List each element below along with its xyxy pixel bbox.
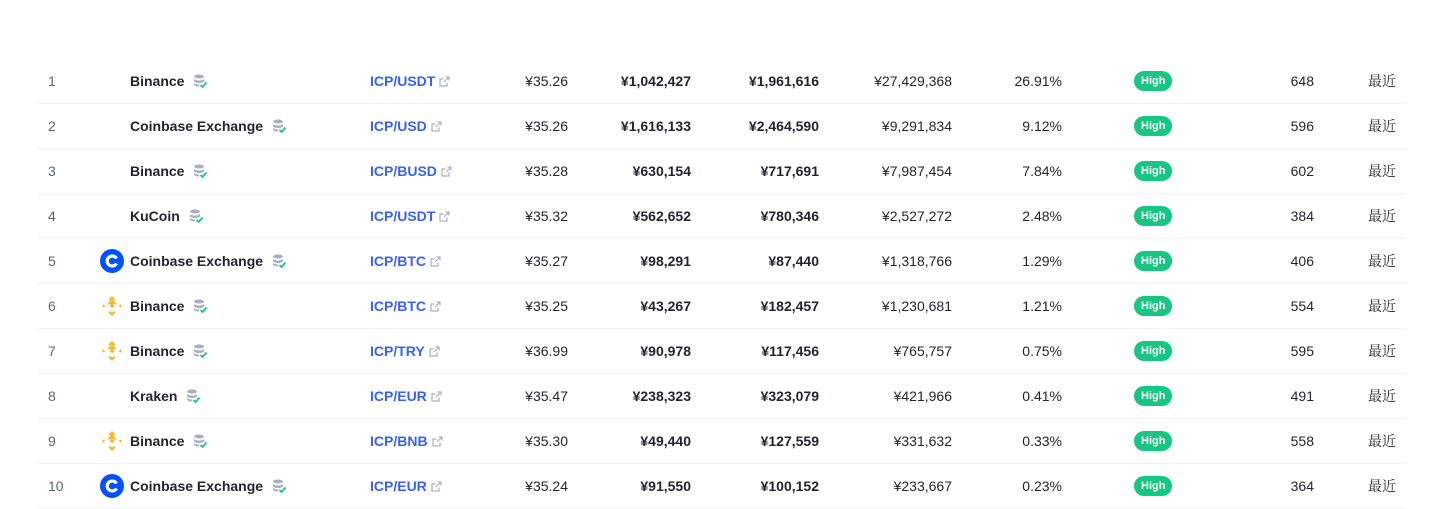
external-link-icon <box>431 121 442 132</box>
depth-minus-2: ¥87,440 <box>768 253 819 269</box>
updated: 最近 <box>1368 73 1396 89</box>
verified-database-icon <box>188 208 204 224</box>
updated: 最近 <box>1368 163 1396 179</box>
exchange-label: Coinbase Exchange <box>130 118 264 134</box>
verified-database-icon <box>271 118 287 134</box>
liquidity-score: 406 <box>1290 253 1314 269</box>
volume: ¥1,318,766 <box>881 253 952 269</box>
rank: 2 <box>48 118 56 134</box>
exchange-label: Binance <box>130 433 185 449</box>
volume-share: 1.29% <box>1022 253 1062 269</box>
price: ¥35.27 <box>525 253 568 269</box>
external-link-icon <box>431 391 442 402</box>
table-row <box>38 59 1406 104</box>
depth-plus-2: ¥90,978 <box>640 343 691 359</box>
rank: 5 <box>48 253 56 269</box>
binance-logo-icon <box>100 429 124 453</box>
rank: 7 <box>48 343 56 359</box>
depth-plus-2: ¥630,154 <box>632 163 691 179</box>
rank: 8 <box>48 388 56 404</box>
volume-share: 0.41% <box>1022 388 1062 404</box>
exchange-name[interactable] <box>130 208 204 224</box>
volume: ¥27,429,368 <box>874 73 952 89</box>
table-row <box>38 374 1406 419</box>
volume-share: 0.75% <box>1022 343 1062 359</box>
updated: 最近 <box>1368 343 1396 359</box>
verified-database-icon <box>271 478 287 494</box>
updated: 最近 <box>1368 253 1396 269</box>
pair-link[interactable] <box>370 343 440 359</box>
updated: 最近 <box>1368 478 1396 494</box>
external-link-icon <box>441 166 452 177</box>
exchange-label: Binance <box>130 73 185 89</box>
pair-label: ICP/TRY <box>370 343 425 359</box>
table-row <box>38 104 1406 149</box>
table-row <box>38 239 1406 284</box>
updated: 最近 <box>1368 388 1396 404</box>
pair-link[interactable] <box>370 388 442 404</box>
volume: ¥9,291,834 <box>881 118 952 134</box>
exchange-label: Coinbase Exchange <box>130 478 264 494</box>
external-link-icon <box>429 346 440 357</box>
pair-link[interactable] <box>370 478 442 494</box>
exchange-name[interactable] <box>130 433 208 449</box>
updated: 最近 <box>1368 208 1396 224</box>
volume-share: 7.84% <box>1022 163 1062 179</box>
depth-plus-2: ¥1,042,427 <box>620 73 691 89</box>
rank: 10 <box>48 478 64 494</box>
liquidity-score: 558 <box>1290 433 1314 449</box>
pair-label: ICP/BTC <box>370 298 426 314</box>
confidence-badge: High <box>1134 161 1172 181</box>
exchange-label: Kraken <box>130 388 178 404</box>
depth-plus-2: ¥1,616,133 <box>620 118 691 134</box>
volume: ¥233,667 <box>893 478 952 494</box>
depth-minus-2: ¥117,456 <box>761 343 819 359</box>
external-link-icon <box>430 301 441 312</box>
pair-link[interactable] <box>370 118 442 134</box>
price: ¥35.26 <box>525 118 568 134</box>
exchange-logo-icon <box>100 204 124 228</box>
volume-share: 0.33% <box>1022 433 1062 449</box>
pair-label: ICP/USDT <box>370 73 436 89</box>
depth-minus-2: ¥127,559 <box>760 433 819 449</box>
exchange-label: Binance <box>130 298 185 314</box>
liquidity-score: 554 <box>1290 298 1314 314</box>
pair-link[interactable] <box>370 73 450 89</box>
price: ¥35.25 <box>525 298 568 314</box>
exchange-logo-icon <box>100 114 124 138</box>
external-link-icon <box>432 436 443 447</box>
pair-label: ICP/BUSD <box>370 163 437 179</box>
pair-link[interactable] <box>370 253 441 269</box>
confidence-badge: High <box>1134 476 1172 496</box>
price: ¥36.99 <box>525 343 568 359</box>
exchange-name[interactable] <box>130 388 201 404</box>
verified-database-icon <box>185 388 201 404</box>
confidence-badge: High <box>1134 431 1172 451</box>
liquidity-score: 595 <box>1290 343 1314 359</box>
exchange-name[interactable] <box>130 343 208 359</box>
confidence-badge: High <box>1134 71 1172 91</box>
liquidity-score: 648 <box>1290 73 1314 89</box>
rank: 9 <box>48 433 56 449</box>
volume: ¥1,230,681 <box>881 298 952 314</box>
liquidity-score: 364 <box>1290 478 1314 494</box>
pair-link[interactable] <box>370 208 450 224</box>
price: ¥35.24 <box>525 478 568 494</box>
verified-database-icon <box>192 73 208 89</box>
depth-minus-2: ¥780,346 <box>760 208 819 224</box>
exchange-name[interactable] <box>130 253 287 269</box>
binance-logo-icon <box>100 294 124 318</box>
table-row <box>38 419 1406 464</box>
volume-share: 1.21% <box>1022 298 1062 314</box>
verified-database-icon <box>271 253 287 269</box>
markets-table <box>38 59 1406 509</box>
liquidity-score: 602 <box>1290 163 1314 179</box>
external-link-icon <box>431 481 442 492</box>
depth-minus-2: ¥182,457 <box>760 298 819 314</box>
exchange-label: Coinbase Exchange <box>130 253 264 269</box>
depth-plus-2: ¥238,323 <box>632 388 691 404</box>
rank: 4 <box>48 208 56 224</box>
exchange-logo-icon <box>100 159 124 183</box>
confidence-badge: High <box>1134 296 1172 316</box>
volume: ¥7,987,454 <box>881 163 952 179</box>
volume: ¥421,966 <box>893 388 952 404</box>
volume-share: 2.48% <box>1022 208 1062 224</box>
confidence-badge: High <box>1134 116 1172 136</box>
pair-link[interactable] <box>370 163 452 179</box>
table-row <box>38 194 1406 239</box>
depth-plus-2: ¥562,652 <box>632 208 691 224</box>
price: ¥35.26 <box>525 73 568 89</box>
pair-label: ICP/USD <box>370 118 427 134</box>
coinbase-logo-icon <box>100 474 124 498</box>
volume-share: 0.23% <box>1022 478 1062 494</box>
verified-database-icon <box>192 433 208 449</box>
pair-label: ICP/EUR <box>370 478 427 494</box>
confidence-badge: High <box>1134 206 1172 226</box>
table-row <box>38 464 1406 509</box>
confidence-badge: High <box>1134 251 1172 271</box>
depth-minus-2: ¥1,961,616 <box>748 73 819 89</box>
exchange-name[interactable] <box>130 163 208 179</box>
volume: ¥331,632 <box>893 433 952 449</box>
depth-plus-2: ¥49,440 <box>640 433 691 449</box>
confidence-badge: High <box>1134 341 1172 361</box>
pair-link[interactable] <box>370 298 441 314</box>
exchange-logo-icon <box>100 69 124 93</box>
depth-plus-2: ¥98,291 <box>640 253 691 269</box>
confidence-badge: High <box>1134 386 1172 406</box>
depth-minus-2: ¥717,691 <box>760 163 819 179</box>
price: ¥35.32 <box>525 208 568 224</box>
pair-label: ICP/EUR <box>370 388 427 404</box>
volume-share: 9.12% <box>1022 118 1062 134</box>
exchange-name[interactable] <box>130 118 287 134</box>
coinbase-logo-icon <box>100 249 124 273</box>
verified-database-icon <box>192 298 208 314</box>
volume: ¥2,527,272 <box>881 208 952 224</box>
depth-minus-2: ¥323,079 <box>760 388 819 404</box>
rank: 1 <box>48 73 56 89</box>
depth-plus-2: ¥91,550 <box>640 478 691 494</box>
updated: 最近 <box>1368 118 1396 134</box>
exchange-name[interactable] <box>130 298 208 314</box>
volume: ¥765,757 <box>893 343 952 359</box>
external-link-icon <box>439 211 450 222</box>
pair-label: ICP/BTC <box>370 253 426 269</box>
exchange-label: KuCoin <box>130 208 180 224</box>
rank: 6 <box>48 298 56 314</box>
pair-link[interactable] <box>370 433 443 449</box>
exchange-logo-icon <box>100 384 124 408</box>
external-link-icon <box>439 76 450 87</box>
verified-database-icon <box>192 163 208 179</box>
price: ¥35.28 <box>525 163 568 179</box>
exchange-name[interactable] <box>130 478 287 494</box>
table-row <box>38 149 1406 194</box>
updated: 最近 <box>1368 298 1396 314</box>
depth-minus-2: ¥100,152 <box>760 478 819 494</box>
liquidity-score: 491 <box>1290 388 1314 404</box>
binance-logo-icon <box>100 339 124 363</box>
depth-plus-2: ¥43,267 <box>640 298 691 314</box>
table-row <box>38 284 1406 329</box>
exchange-name[interactable] <box>130 73 208 89</box>
rank: 3 <box>48 163 56 179</box>
pair-label: ICP/BNB <box>370 433 428 449</box>
updated: 最近 <box>1368 433 1396 449</box>
exchange-label: Binance <box>130 343 185 359</box>
liquidity-score: 384 <box>1290 208 1314 224</box>
exchange-label: Binance <box>130 163 185 179</box>
depth-minus-2: ¥2,464,590 <box>748 118 819 134</box>
price: ¥35.30 <box>525 433 568 449</box>
liquidity-score: 596 <box>1290 118 1314 134</box>
volume-share: 26.91% <box>1014 73 1062 89</box>
pair-label: ICP/USDT <box>370 208 436 224</box>
external-link-icon <box>430 256 441 267</box>
price: ¥35.47 <box>525 388 568 404</box>
verified-database-icon <box>192 343 208 359</box>
table-row <box>38 329 1406 374</box>
